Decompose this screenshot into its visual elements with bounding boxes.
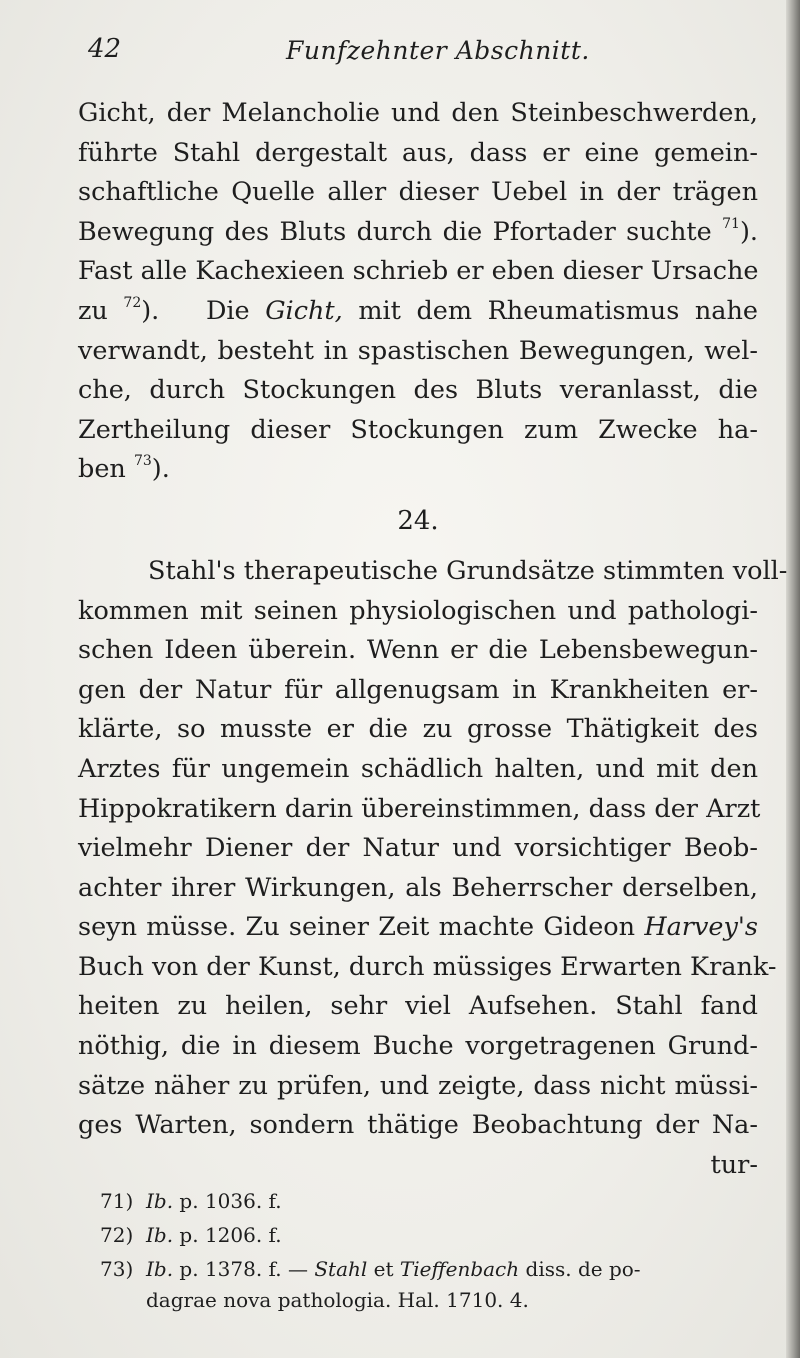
page-edge-shadow xyxy=(786,0,800,1358)
text-fragment: zu xyxy=(78,295,108,326)
text-line xyxy=(78,292,758,332)
text-line: nöthig, die in diesem Buche vorgetragenen Grund- xyxy=(78,1031,758,1062)
catchword: tur- xyxy=(710,1149,758,1180)
page-header xyxy=(88,34,768,74)
footnote-text: diss. de po- xyxy=(525,1257,641,1281)
footnote-73-continued: dagrae nova pathologia. Hal. 1710. 4. xyxy=(146,1288,529,1312)
text-line: verwandt, besteht in spastischen Bewegungen, wel- xyxy=(78,335,758,366)
section-number: 24. xyxy=(397,505,439,536)
text-line: schen Ideen überein. Wenn er die Lebensbewegun- xyxy=(78,635,758,666)
footnote-ref-72: 72 xyxy=(123,294,142,311)
text-line: kommen mit seinen physiologischen und pathologi- xyxy=(78,595,758,626)
footnote-text: p. 1206. f. xyxy=(179,1223,282,1247)
footnote-72 xyxy=(100,1218,760,1252)
text-fragment: mit dem Rheumatismus nahe xyxy=(358,295,758,326)
text-line: achter ihrer Wirkungen, als Beherrscher derselben, xyxy=(78,872,758,903)
footnote-ref-71: 71 xyxy=(722,215,740,232)
page-number: 42 xyxy=(88,34,122,64)
main-text xyxy=(78,94,788,1185)
footnote-number: 73) xyxy=(100,1257,134,1281)
footnote-abbr: Ib. xyxy=(146,1257,174,1281)
text-line: Fast alle Kachexieen schrieb er eben dieser Ursache xyxy=(78,256,759,287)
footnote-author: Stahl xyxy=(314,1257,368,1281)
text-fragment: ben xyxy=(78,454,126,485)
footnote-ref-73: 73 xyxy=(133,453,152,470)
footnote-number: 71) xyxy=(100,1189,134,1213)
text-fragment: seyn müsse. Zu seiner Zeit machte Gideon xyxy=(78,912,636,943)
footnote-abbr: Ib. xyxy=(146,1223,174,1247)
footnote-73 xyxy=(100,1252,760,1286)
text-line: gen der Natur für allgenugsam in Krankheiten er- xyxy=(78,674,758,705)
italic-name: Harvey's xyxy=(644,912,758,943)
running-head: Funfzehnter Abschnitt. xyxy=(286,36,590,65)
text-line xyxy=(78,213,758,253)
footnote-author: Tieffenbach xyxy=(399,1257,520,1281)
ref-punct: ). xyxy=(739,216,759,247)
text-fragment: Bewegung des Bluts durch die Pfortader suchte xyxy=(78,216,712,247)
text-line: klärte, so musste er die zu grosse Thätigkeit des xyxy=(78,714,758,745)
text-line: Hippokratikern darin übereinstimmen, dass der Arzt xyxy=(78,793,761,824)
footnote-abbr: Ib. xyxy=(146,1189,174,1213)
footnote-text: p. 1378. f. — xyxy=(179,1257,308,1281)
footnotes xyxy=(100,1184,760,1314)
text-line: sätze näher zu prüfen, und zeigte, dass nicht müssi- xyxy=(78,1070,758,1101)
italic-term: Gicht, xyxy=(265,295,343,326)
footnote-number: 72) xyxy=(100,1223,134,1247)
footnote-text: et xyxy=(373,1257,394,1281)
text-line: Buch von der Kunst, durch müssiges Erwarten Krank- xyxy=(78,951,777,982)
ref-punct: ). xyxy=(151,454,170,485)
text-line: Zertheilung dieser Stockungen zum Zwecke ha- xyxy=(78,414,758,445)
text-line: schaftliche Quelle aller dieser Uebel in der trägen xyxy=(78,177,758,208)
text-line: Arztes für ungemein schädlich halten, und mit den xyxy=(78,753,758,784)
ref-punct: ). xyxy=(141,295,160,326)
text-line: vielmehr Diener der Natur und vorsichtiger Beob- xyxy=(78,833,758,864)
footnote-71 xyxy=(100,1184,760,1218)
text-line: heiten zu heilen, sehr viel Aufsehen. Stahl fand xyxy=(78,991,758,1022)
text-line: che, durch Stockungen des Bluts veranlasst, die xyxy=(78,375,758,406)
text-line: führte Stahl dergestalt aus, dass er eine gemein- xyxy=(78,137,758,168)
text-line: Stahl's therapeutische Grundsätze stimmten voll- xyxy=(148,555,788,586)
footnote-text: p. 1036. f. xyxy=(179,1189,282,1213)
text-fragment: Die xyxy=(205,295,250,326)
text-line xyxy=(78,908,758,948)
text-line: Gicht, der Melancholie und den Steinbeschwerden, xyxy=(78,98,758,128)
text-line xyxy=(78,450,758,490)
text-line: ges Warten, sondern thätige Beobachtung der Na- xyxy=(78,1110,758,1141)
